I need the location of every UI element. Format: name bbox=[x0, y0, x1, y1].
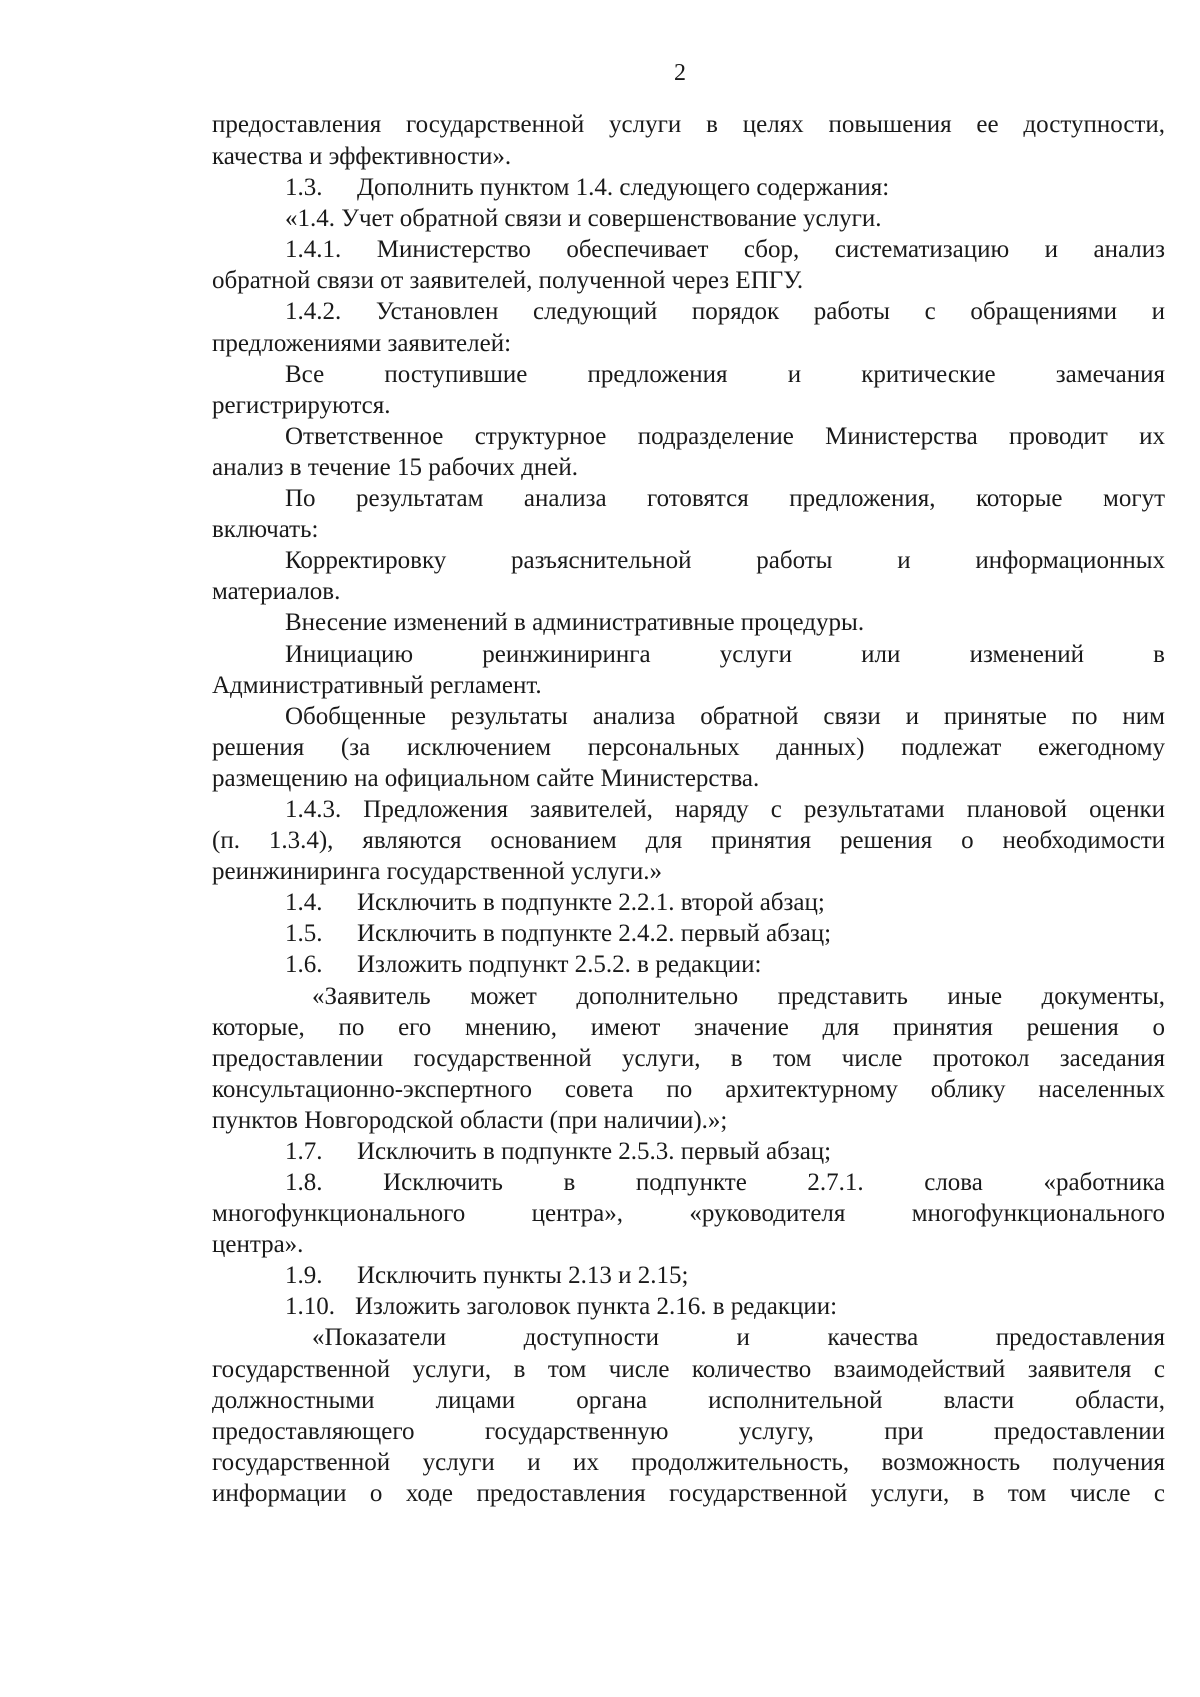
item-text: Исключить в подпункте 2.5.3. первый абзац; bbox=[357, 1138, 832, 1165]
text-line: пунктов Новгородской области (при наличии).»; bbox=[212, 1107, 728, 1134]
text-line: Обобщенные результаты анализа обратной связи и принятые по ним bbox=[285, 703, 1165, 730]
text-line: которые, по его мнению, имеют значение для принятия решения о bbox=[212, 1014, 1165, 1041]
item-text: Исключить в подпункте 2.4.2. первый абзац; bbox=[357, 920, 832, 947]
text-line: Все поступившие предложения и критические замечания bbox=[285, 361, 1165, 388]
text-line: анализ в течение 15 рабочих дней. bbox=[212, 454, 578, 481]
text-line: информации о ходе предоставления государственной услуги, в том числе с bbox=[212, 1480, 1165, 1507]
list-item-1-10 bbox=[285, 1292, 1165, 1322]
item-text: Изложить заголовок пункта 2.16. в редакции: bbox=[355, 1293, 838, 1320]
text-line: «1.4. Учет обратной связи и совершенствование услуги. bbox=[285, 205, 882, 232]
text-line: 1.4.1. Министерство обеспечивает сбор, систематизацию и анализ bbox=[285, 236, 1165, 263]
text-line: Административный регламент. bbox=[212, 672, 542, 699]
text-line: многофункционального центра», «руководителя многофункционального bbox=[212, 1200, 1165, 1227]
text-line: По результатам анализа готовятся предложения, которые могут bbox=[285, 485, 1165, 512]
list-item-1-3 bbox=[285, 173, 1165, 203]
item-number: 1.10. bbox=[285, 1293, 335, 1320]
text-line: материалов. bbox=[212, 578, 341, 605]
item-number: 1.7. bbox=[285, 1138, 323, 1165]
text-line: качества и эффективности». bbox=[212, 143, 512, 170]
item-number: 1.9. bbox=[285, 1262, 323, 1289]
text-line: размещению на официальном сайте Министерства. bbox=[212, 765, 760, 792]
item-number: 1.6. bbox=[285, 951, 323, 978]
text-line: реинжиниринга государственной услуги.» bbox=[212, 858, 662, 885]
text-line: регистрируются. bbox=[212, 392, 391, 419]
item-text: Дополнить пунктом 1.4. следующего содержания: bbox=[357, 174, 890, 201]
item-number: 1.3. bbox=[285, 174, 323, 201]
text-line: государственной услуги и их продолжительность, возможность получения bbox=[212, 1449, 1165, 1476]
text-line: предоставляющего государственную услугу, при предоставлении bbox=[212, 1418, 1165, 1445]
text-line: должностными лицами органа исполнительной власти области, bbox=[212, 1387, 1165, 1414]
text-line: (п. 1.3.4), являются основанием для принятия решения о необходимости bbox=[212, 827, 1165, 854]
text-line: включать: bbox=[212, 516, 319, 543]
text-line: «Заявитель может дополнительно представить иные документы, bbox=[312, 983, 1165, 1010]
list-item-1-9 bbox=[285, 1261, 1165, 1291]
text-line: предложениями заявителей: bbox=[212, 330, 512, 357]
text-line: 1.4.2. Установлен следующий порядок работы с обращениями и bbox=[285, 298, 1165, 325]
item-number: 1.5. bbox=[285, 920, 323, 947]
text-line: «Показатели доступности и качества предоставления bbox=[312, 1324, 1165, 1351]
text-line: Внесение изменений в административные процедуры. bbox=[285, 609, 865, 636]
text-line: предоставлении государственной услуги, в том числе протокол заседания bbox=[212, 1045, 1165, 1072]
text-line: решения (за исключением персональных данных) подлежат ежегодному bbox=[212, 734, 1165, 761]
page-number: 2 bbox=[674, 60, 686, 86]
text-line: центра». bbox=[212, 1231, 304, 1258]
list-item-1-6 bbox=[285, 950, 1165, 980]
item-text: Изложить подпункт 2.5.2. в редакции: bbox=[357, 951, 762, 978]
text-line: государственной услуги, в том числе количество взаимодействий заявителя с bbox=[212, 1356, 1165, 1383]
text-line: Корректировку разъяснительной работы и информационных bbox=[285, 547, 1165, 574]
text-line: предоставления государственной услуги в целях повышения ее доступности, bbox=[212, 111, 1165, 138]
list-item-1-5 bbox=[285, 919, 1165, 949]
text-line: 1.8. Исключить в подпункте 2.7.1. слова «работника bbox=[285, 1169, 1165, 1196]
item-text: Исключить в подпункте 2.2.1. второй абзац; bbox=[357, 889, 825, 916]
item-text: Исключить пункты 2.13 и 2.15; bbox=[357, 1262, 689, 1289]
text-line: Ответственное структурное подразделение Министерства проводит их bbox=[285, 423, 1165, 450]
list-item-1-7 bbox=[285, 1137, 1165, 1167]
text-line: Инициацию реинжиниринга услуги или изменений в bbox=[285, 641, 1165, 668]
text-line: консультационно-экспертного совета по архитектурному облику населенных bbox=[212, 1076, 1165, 1103]
item-number: 1.4. bbox=[285, 889, 323, 916]
text-line: обратной связи от заявителей, полученной через ЕПГУ. bbox=[212, 267, 804, 294]
list-item-1-4 bbox=[285, 888, 1165, 918]
text-line: 1.4.3. Предложения заявителей, наряду с результатами плановой оценки bbox=[285, 796, 1165, 823]
